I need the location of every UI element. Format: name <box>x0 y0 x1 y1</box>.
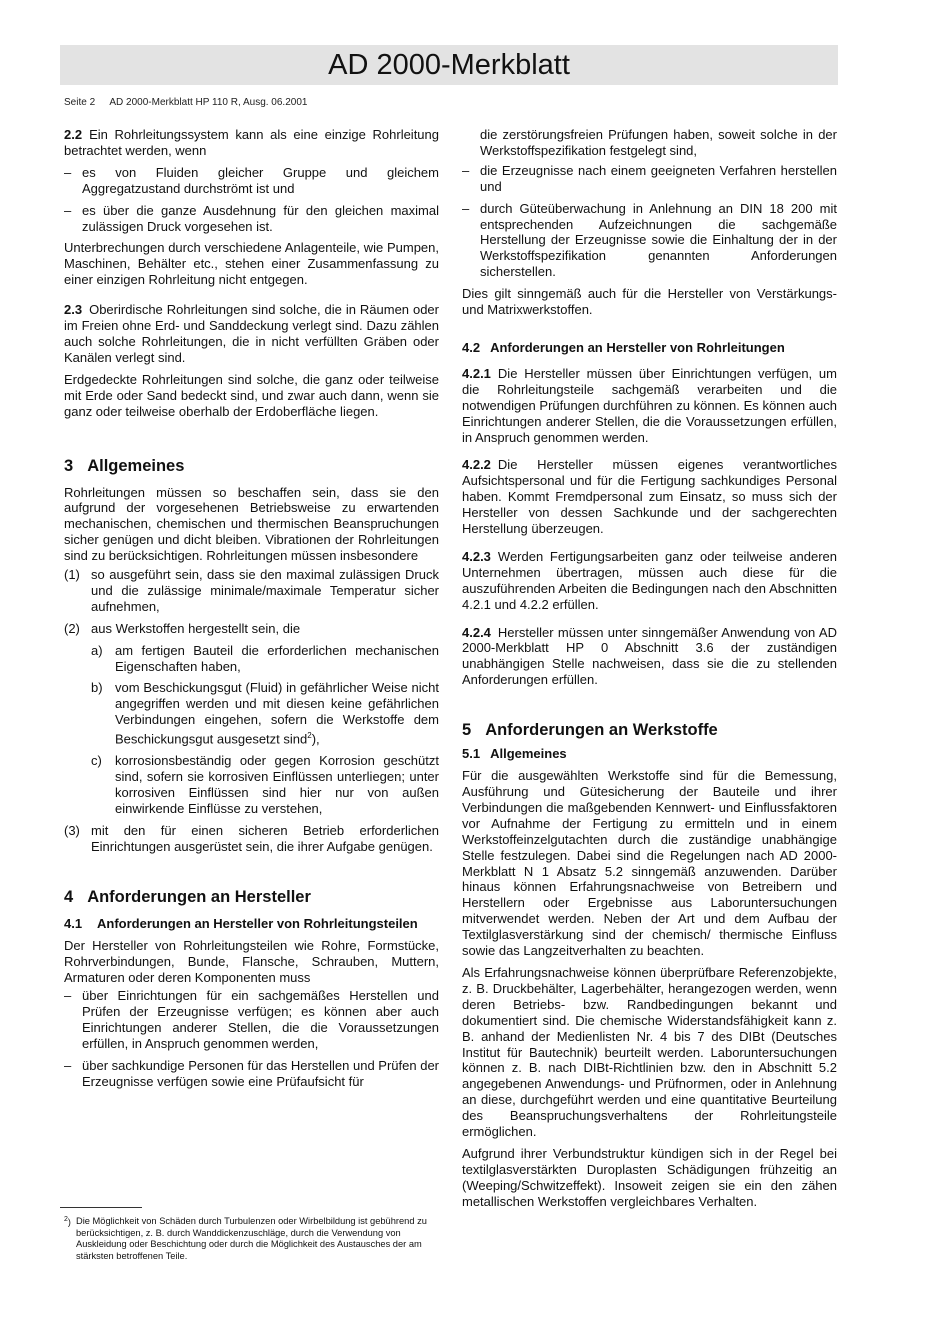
paragraph-4-2-4 <box>462 625 837 689</box>
heading-number: 5.1 <box>462 746 481 762</box>
footnote-text: Die Möglichkeit von Schäden durch Turbulenzen oder Wirbelbildung ist gebührend zu berücksichtigen, z. B. durch Wanddickenzuschläge, durch die Verwendung von Auskleidung oder Beschichtung oder durch die Möglichkeit des Austausches der am stärksten betroffenen Teile. <box>76 1216 427 1261</box>
heading-text: Anforderungen an Hersteller von Rohrleitungen <box>490 339 785 355</box>
item-text: so ausgeführt sein, dass sie den maximal zulässigen Druck und die zulässige minimale/maximale Temperatur sicher aufnehmen, <box>91 567 439 614</box>
heading-number: 3 <box>64 456 74 475</box>
heading-section-5 <box>462 720 837 740</box>
heading-number: 4.1 <box>64 915 83 931</box>
footnote-number: 2 <box>64 1216 68 1223</box>
item-label: (3) <box>64 823 80 839</box>
left-column <box>64 127 439 1096</box>
item-label: b) <box>91 680 103 696</box>
item-text-end: ), <box>311 731 320 747</box>
paragraph: Aufgrund ihrer Verbundstruktur kündigen sich in der Regel bei textilglasverstärkten Duroplasten Schädigungen frühzeitig an (Weeping/Schwitzeffekt). Insoweit zeigen sie ein den zähen metallischen Werkstoffen vergleichbares Verhalten. <box>462 1145 837 1209</box>
item-label: (2) <box>64 620 80 636</box>
list-item: – es über die ganze Ausdehnung für den gleichen maximal zulässigen Druck vorgesehen ist. <box>64 203 439 235</box>
paragraph-text: Oberirdische Rohrleitungen sind solche, die in Räumen oder im Freien ohne Erd- und Sanddeckung verlegt sind. Dazu zählen auch solche Rohrleitungen, die in nicht verfüllten Gräben oder Kanälen verlegt sind. <box>64 302 439 365</box>
list-item: – über Einrichtungen für ein sachgemäßes Herstellen und Prüfen der Erzeugnisse verfügen; es können aber auch Einrichtungen anderer Stellen, die die Voraussetzungen erfüllen, in Anspruch genommen werden, <box>64 988 439 1052</box>
heading-text: Anforderungen an Werkstoffe <box>485 721 718 740</box>
sub-list-item <box>64 643 439 675</box>
paragraph: Erdgedeckte Rohrleitungen sind solche, die ganz oder teilweise mit Erde oder Sand bedeckt sind, und zwar auch dann, wenn sie ganz oder teilweise oberhalb der Erdoberfläche liegen. <box>64 371 439 419</box>
heading-section-5-1 <box>462 746 837 762</box>
section-number: 2.2 <box>64 127 83 142</box>
heading-number: 4 <box>64 887 74 906</box>
heading-text: Anforderungen an Hersteller <box>87 887 311 906</box>
list-item: – die Erzeugnisse nach einem geeigneten Verfahren herstellen und <box>462 163 837 195</box>
list-item <box>64 823 439 855</box>
dash-list <box>462 163 837 280</box>
heading-section-4-1 <box>64 916 439 932</box>
item-text: aus Werkstoffen hergestellt sein, die <box>91 620 301 636</box>
paragraph-4-2-1 <box>462 366 837 446</box>
section-number: 4.2.4 <box>462 624 491 640</box>
paragraph-text: Die Hersteller müssen über Einrichtungen verfügen, um die Rohrleitungsteile sachgemäß verarbeiten und die notwendigen Prüfungen durchführen zu können. Es können auch Einrichtungen anderer Stellen, die die Voraussetzungen erfüllen, in Anspruch genommen werden. <box>462 365 837 445</box>
footnote-rule <box>60 1207 142 1208</box>
numbered-list <box>64 567 439 855</box>
section-number: 4.2.1 <box>462 365 491 381</box>
paragraph-4-2-2 <box>462 457 837 537</box>
paragraph-text: Die Hersteller müssen eigenes verantwortliches Aufsichtspersonal und für die Fertigung sachkundiges Personal haben. Kommt Fremdpersonal zum Einsatz, so muss sich der Hersteller von dessen Sachkunde und der sachgerechten Herstellung überzeugen. <box>462 457 837 537</box>
footnote-mark-close: ) <box>67 1217 71 1227</box>
paragraph: Dies gilt sinngemäß auch für die Hersteller von Verstärkungs- und Matrixwerkstoffen. <box>462 286 837 318</box>
document-title: AD 2000-Merkblatt <box>328 49 570 81</box>
item-label: c) <box>91 753 102 769</box>
dash-list <box>64 988 439 1089</box>
heading-section-4-2 <box>462 340 837 356</box>
right-column <box>462 127 837 1216</box>
running-header <box>64 97 307 108</box>
section-number: 4.2.3 <box>462 548 491 564</box>
paragraph: Für die ausgewählten Werkstoffe sind für die Bemessung, Ausführung und Gütesicherung der Bauteile und ihrer Verbindungen die maßgebenden Kennwert- und Einflussfaktoren vor Aufnahme der Fertigung zu ermitteln und in einem Werkstoffeinzelgutachten durch die zuständige unabhängige Stelle festzulegen. Dabei sind die Regelungen nach AD 2000-Merkblatt N 1 Absatz 5.2 sinngemäß anzuwenden. Darüber hinaus können Erfahrungsnachweise von Betreibern und Herstellern oder Ergebnisse aus Laboruntersuchungen mitverwendet werden. Neben der Art und dem Aufbau der Textilglasverstärkung sind der chemisch/ thermische Einfluss sowie das Langzeitverhalten zu beachten. <box>462 768 837 959</box>
item-text: mit den für einen sicheren Betrieb erforderlichen Einrichtungen ausgerüstet sein, die ihrer Aufgabe genügen. <box>91 823 439 854</box>
heading-text: Anforderungen an Hersteller von Rohrleitungsteilen <box>97 915 418 931</box>
list-item <box>64 567 439 615</box>
list-item: – durch Güteüberwachung in Anlehnung an DIN 18 200 mit entsprechenden Aufzeichnungen die sachgemäße Herstellung der Erzeugnisse sowie die Einhaltung der in der Werkstoffspezifikation genannten Anforderungen sicherstellen. <box>462 201 837 281</box>
item-text: vom Beschickungsgut (Fluid) in gefährlicher Weise nicht angegriffen werden und mit diesen keine gefährlichen Verbindungen eingehen, sofern die Werkstoffe dem Beschickungsgut ausgesetzt sind <box>115 680 439 747</box>
list-item <box>64 621 439 637</box>
list-item-continuation: die zerstörungsfreien Prüfungen haben, soweit solche in der Werkstoffspezifikation festgelegt sind, <box>480 127 837 158</box>
heading-section-4 <box>64 887 439 907</box>
paragraph-text: Werden Fertigungsarbeiten ganz oder teilweise anderen Unternehmen übertragen, müssen auch diese für die auszuführenden Arbeiten die Bedingungen nach den Abschnitten 4.2.1 und 4.2.2 erfüllen. <box>462 548 837 612</box>
paragraph: Der Hersteller von Rohrleitungsteilen wie Rohre, Formstücke, Rohrverbindungen, Bunde, Flansche, Schrauben, Muttern, Armaturen oder deren Komponenten muss <box>64 937 439 985</box>
footnote <box>64 1216 438 1262</box>
dash-list <box>64 165 439 235</box>
heading-text: Allgemeines <box>490 746 567 762</box>
footnote-reference: 2 <box>307 731 312 741</box>
paragraph-2-2 <box>64 127 439 159</box>
paragraph-text: Ein Rohrleitungssystem kann als eine einzige Rohrleitung betrachtet werden, wenn <box>64 127 439 158</box>
sub-list-item <box>64 680 439 747</box>
document-banner <box>60 45 838 85</box>
sub-list-item <box>64 753 439 817</box>
list-item: – über sachkundige Personen für das Herstellen und Prüfen der Erzeugnisse verfügen sowie eine Prüfaufsicht für <box>64 1058 439 1090</box>
item-label: (1) <box>64 567 80 583</box>
section-number: 4.2.2 <box>462 457 491 473</box>
heading-number: 5 <box>462 721 472 740</box>
paragraph: Unterbrechungen durch verschiedene Anlagenteile, wie Pumpen, Maschinen, Behälter etc., stehen einer Zusammenfassung zu einer einzigen Rohrleitung nicht entgegen. <box>64 240 439 288</box>
heading-text: Allgemeines <box>87 456 185 475</box>
paragraph-2-3 <box>64 302 439 366</box>
item-label: a) <box>91 642 103 658</box>
footnote-mark <box>64 1214 71 1229</box>
page-number: Seite 2 <box>64 97 96 108</box>
paragraph-4-2-3 <box>462 549 837 613</box>
heading-number: 4.2 <box>462 339 481 355</box>
paragraph: Als Erfahrungsnachweise können überprüfbare Referenzobjekte, z. B. Druckbehälter, Lagerbehälter, herangezogen werden, wenn deren Betriebs- bzw. Randbedingungen bekannt und dokumentiert sind. Die chemische Widerstandsfähigkeit kann z. B. anhand der Medienlisten Nr. 4 bis 7 des DIBt (Deutsches Institut für Bautechnik) beurteilt werden. Laboruntersuchungen können z. B. nach DIBt-Richtlinien bzw. den in Abschnitt 5.2 angegebenen Anwendungs- und Prüfnormen, oder in Anlehnung an diese, durchgeführt werden und eine quantitative Beurteilung des Beanspruchungsverhaltens der Rohrleitungsteile ermöglichen. <box>462 964 837 1140</box>
document-reference: AD 2000-Merkblatt HP 110 R, Ausg. 06.2001 <box>109 97 308 108</box>
paragraph: Rohrleitungen müssen so beschaffen sein, dass sie den aufgrund der vorgesehenen Betriebsweise zu erwartenden mechanischen, chemischen und thermischen Beanspruchungen sicher genügen und dicht bleiben. Vibrationen der Rohrleitungen sind zu berücksichtigen. Rohrleitungen müssen insbesondere <box>64 484 439 564</box>
paragraph-text: Hersteller müssen unter sinngemäßer Anwendung von AD 2000-Merkblatt HP 0 Abschnitt 3.6 der zuständigen unabhängigen Stelle nachweisen, dass sie die zu stellenden Anforderungen erfüllen. <box>462 624 837 688</box>
section-number: 2.3 <box>64 302 83 318</box>
item-text: korrosionsbeständig oder gegen Korrosion geschützt sind, sofern sie korrosiven Einflüssen unterliegen; unter korrosiven Einflüssen sind hier nur von außen einwirkende Einflüsse zu verstehen, <box>115 753 439 817</box>
list-item: – es von Fluiden gleicher Gruppe und gleichem Aggregatzustand durchströmt ist und <box>64 165 439 197</box>
heading-section-3 <box>64 456 439 476</box>
item-text: am fertigen Bauteil die erforderlichen mechanischen Eigenschaften haben, <box>115 642 439 674</box>
